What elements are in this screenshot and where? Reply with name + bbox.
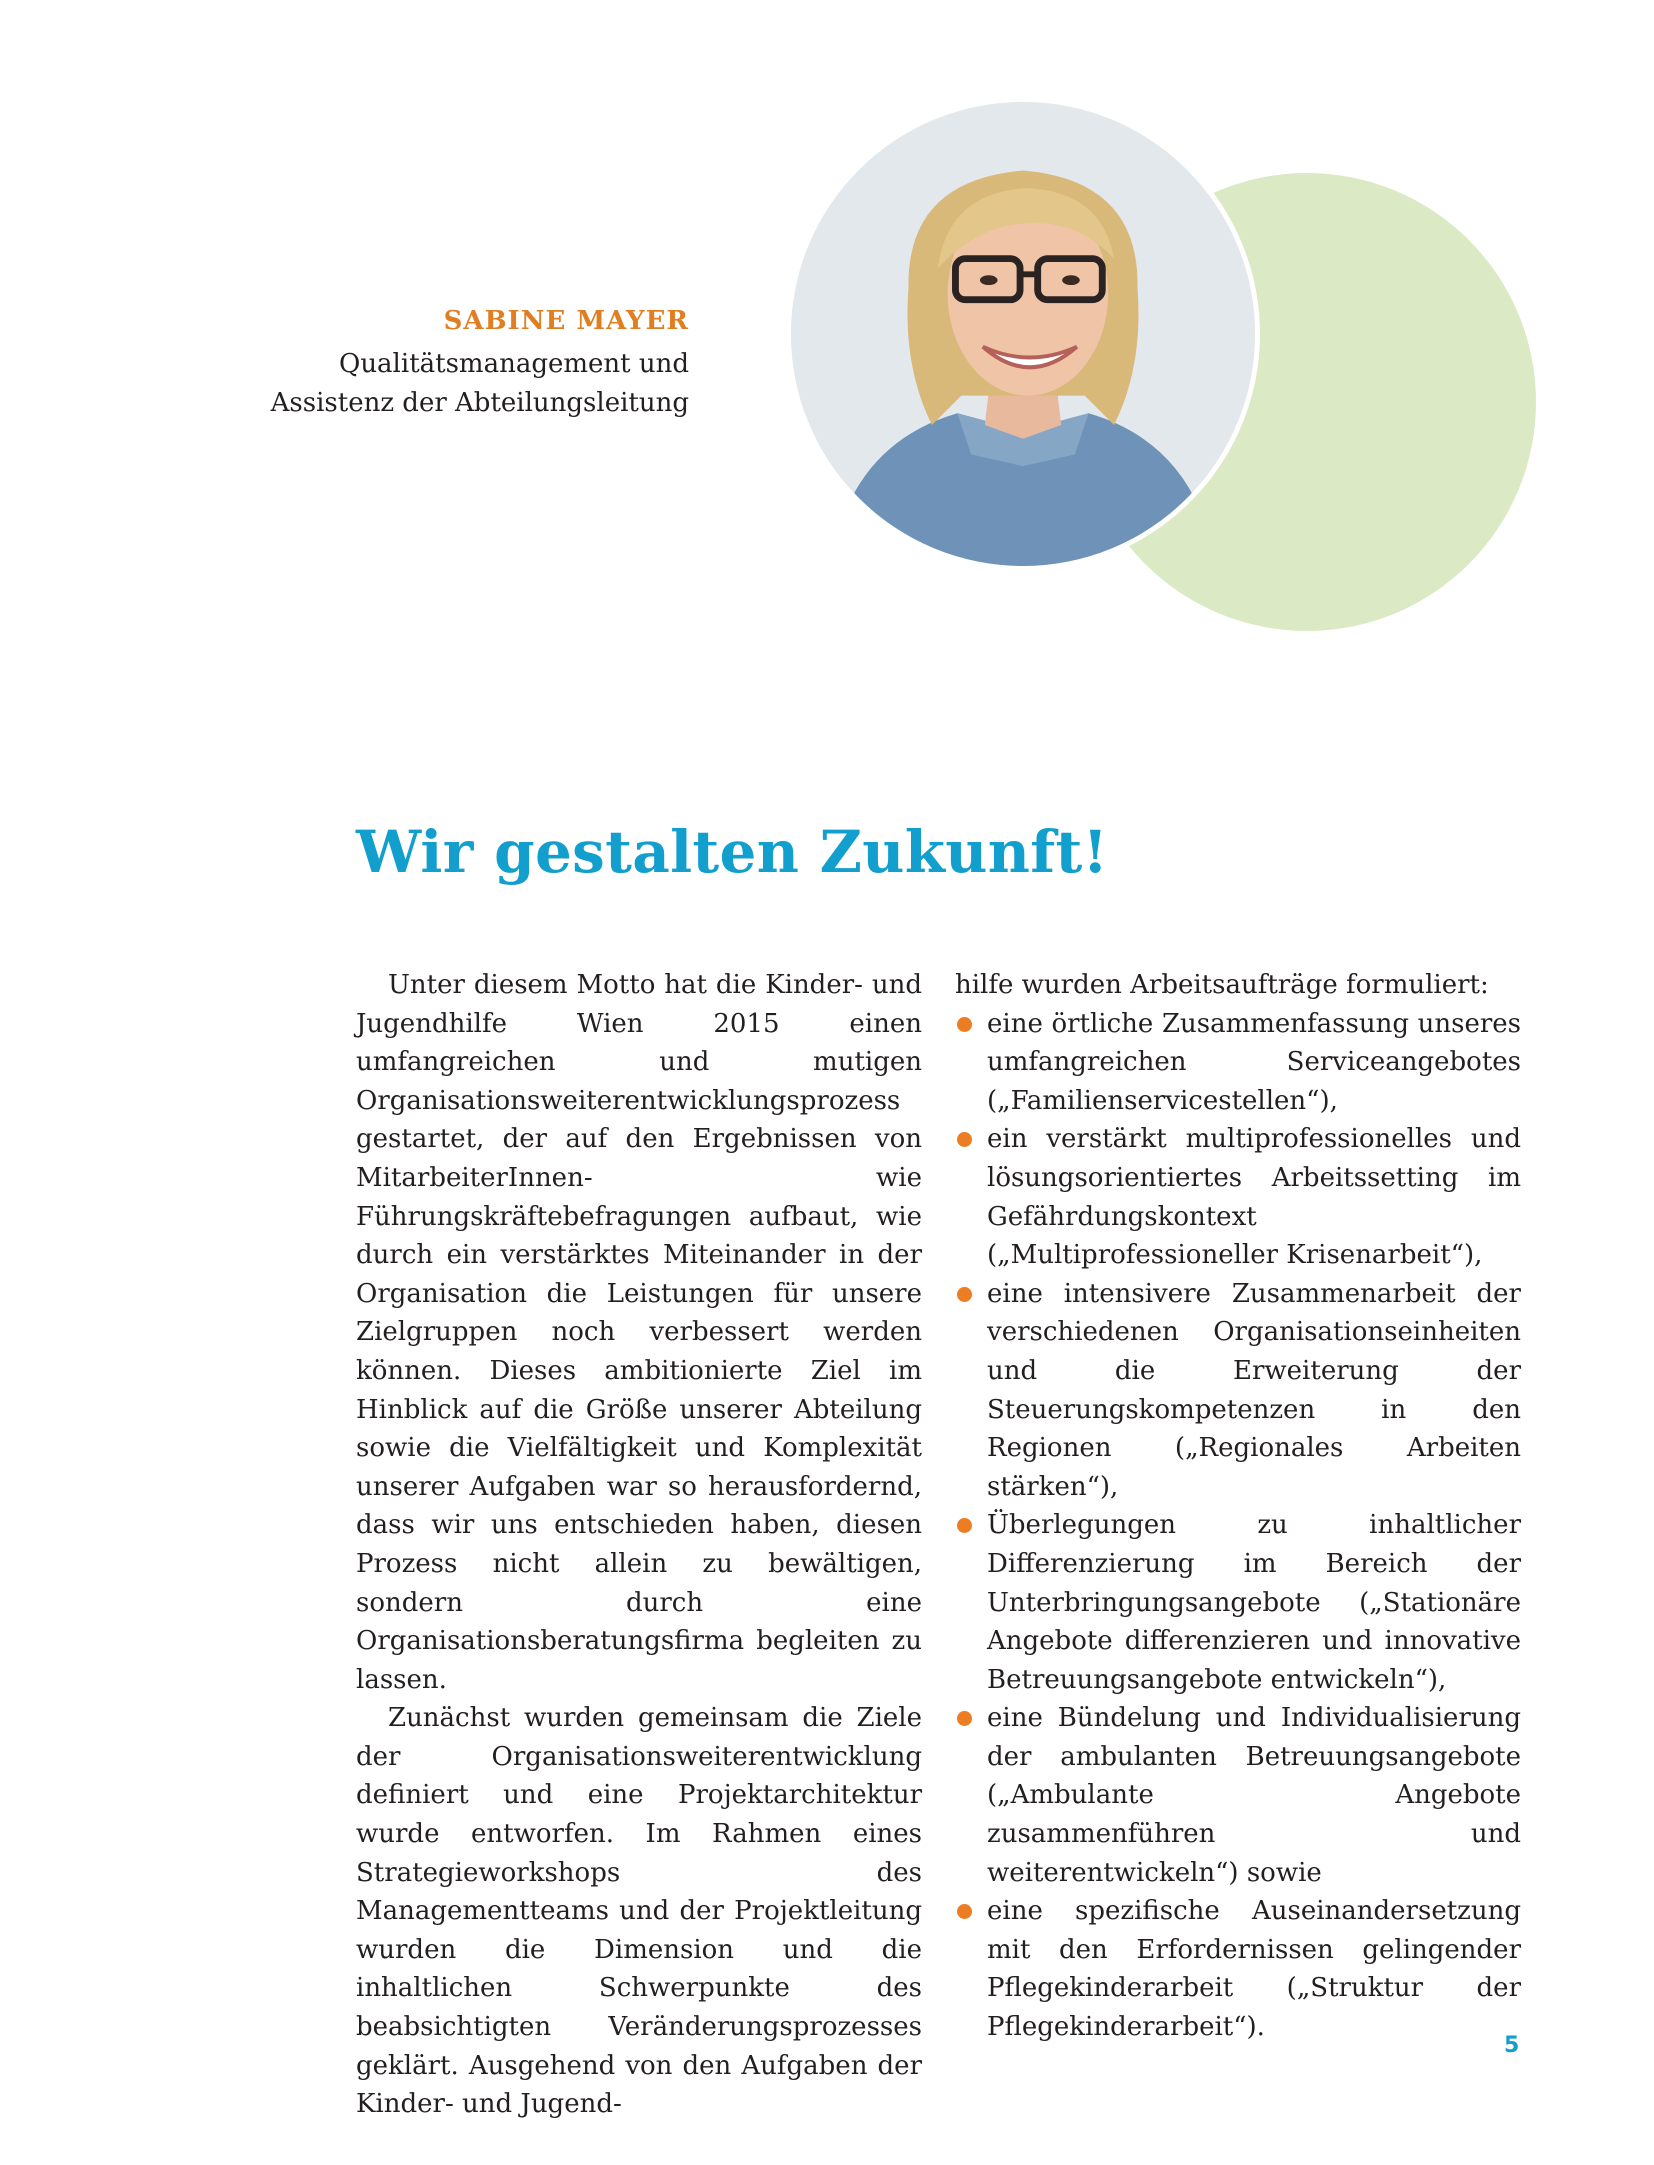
- list-item: [955, 1892, 1521, 2046]
- list-item-text: eine spezifische Auseinandersetzung mit den Erfordernissen gelingender Pflegekinderarbeit („Struktur der Pflegekinderarbeit“).: [987, 1896, 1521, 2043]
- bullet-dot-icon: [957, 1132, 972, 1147]
- bullet-dot-icon: [957, 1017, 972, 1032]
- portrait-illustration: [791, 102, 1255, 566]
- list-item-text: Überlegungen zu inhaltlicher Differenzierung im Bereich der Unterbringungsangebote („Stationäre Angebote differenzieren und innovative Betreuungsangebote entwickeln“),: [987, 1510, 1521, 1695]
- list-item-text: eine Bündelung und Individualisierung der ambulanten Betreuungsangebote („Ambulante Angebote zusammenführen und weiterentwickeln“) sowie: [987, 1703, 1521, 1888]
- body-paragraph-1: Unter diesem Motto hat die Kinder- und Jugendhilfe Wien 2015 einen umfangreichen und mutigen Organisationsweiterentwicklungsprozess gestartet, der auf den Ergebnissen von MitarbeiterInnen- wie Führungskräftebefragungen aufbaut, wie durch ein verstärktes Miteinander in der Organisation die Leistungen für unsere Zielgruppen noch verbessert werden können. Dieses ambitionierte Ziel im Hinblick auf die Größe unserer Abteilung sowie die Vielfältigkeit und Komplexität unserer Aufgaben war so herausfordernd, dass wir uns entschieden haben, diesen Prozess nicht allein zu bewältigen, sondern durch eine Organisationsberatungsfirma begleiten zu lassen.: [356, 970, 922, 1695]
- bullet-dot-icon: [957, 1711, 972, 1726]
- person-role: [271, 345, 689, 423]
- list-item: [955, 1699, 1521, 1892]
- portrait-photo: [786, 97, 1260, 571]
- person-role-line2: Assistenz der Abteilungsleitung: [270, 388, 689, 418]
- text-column-right: [955, 966, 1521, 2047]
- list-item-text: ein verstärkt multiprofessionelles und lösungsorientiertes Arbeitssetting im Gefährdungskontext („Multiprofessioneller Krisenarbeit“),: [987, 1124, 1521, 1271]
- page-number: 5: [1504, 2033, 1520, 2058]
- list-item-text: eine intensivere Zusammenarbeit der verschiedenen Organisationseinheiten und die Erweiterung der Steuerungskompetenzen in den Regionen („Regionales Arbeiten stärken“),: [987, 1278, 1521, 1502]
- text-column-left: [356, 966, 922, 2124]
- list-item: [955, 1275, 1521, 1507]
- bullet-dot-icon: [957, 1287, 972, 1302]
- bullet-dot-icon: [957, 1904, 972, 1919]
- bullet-dot-icon: [957, 1518, 972, 1533]
- list-item: [955, 1506, 1521, 1699]
- list-item: [955, 1120, 1521, 1274]
- list-item-text: eine örtliche Zusammenfassung unseres umfangreichen Serviceangebotes („Familienservicestellen“),: [987, 1008, 1521, 1116]
- body-paragraph-2: Zunächst wurden gemeinsam die Ziele der Organisationsweiterentwicklung definiert und eine Projektarchitektur wurde entworfen. Im Rahmen eines Strategieworkshops des Managementteams und der Projektleitung wurden die Dimension und die inhaltlichen Schwerpunkte des beabsichtigten Veränderungsprozesses geklärt. Ausgehend von den Aufgaben der Kinder- und Jugend-: [356, 1703, 922, 2120]
- person-name: SABINE MAYER: [443, 306, 689, 336]
- page-headline: Wir gestalten Zukunft!: [356, 818, 1109, 886]
- list-item: [955, 1005, 1521, 1121]
- body-paragraph-2-continued: hilfe wurden Arbeitsaufträge formuliert:: [955, 970, 1489, 1000]
- person-role-line1: Qualitätsmanagement und: [339, 349, 689, 379]
- work-order-list: [955, 1005, 1521, 2047]
